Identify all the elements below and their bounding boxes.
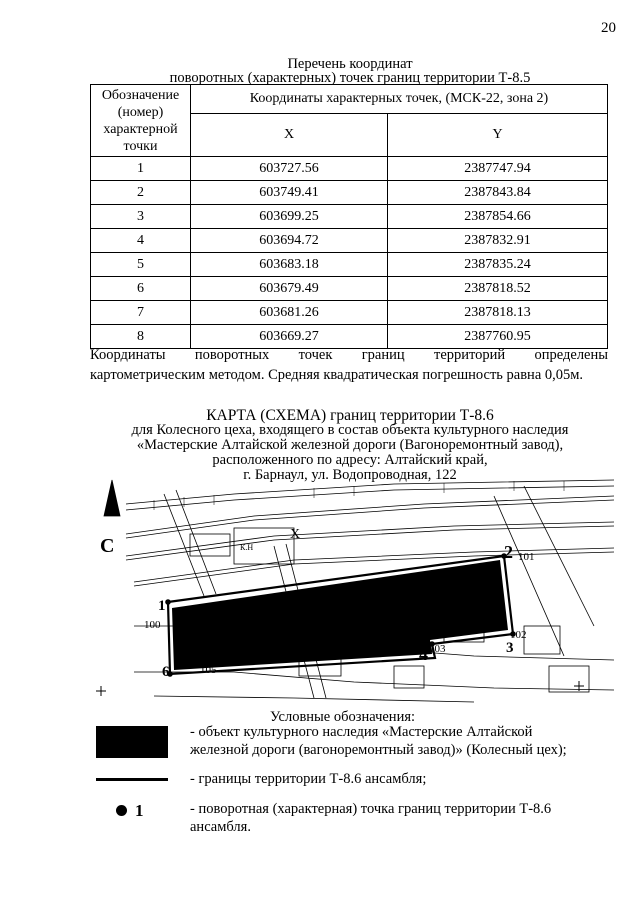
- building-label: X: [290, 527, 301, 542]
- coords-title-line1: Перечень координат: [287, 56, 413, 72]
- sheet-label-104: 104: [406, 627, 423, 639]
- table-row: 2 603749.41 2387843.84: [91, 181, 608, 205]
- sheet-label-102: 102: [510, 629, 527, 641]
- table-row: 3 603699.25 2387854.66: [91, 205, 608, 229]
- coords-title: [90, 57, 610, 85]
- legend-object-text: - объект культурного наследия «Мастерские Алтайской железной дороги (вагоноремонтный завод)» (Колесный цех);: [190, 724, 567, 758]
- map-title-line1: КАРТА (СХЕМА) границ территории Т-8.6: [206, 407, 494, 424]
- point-label-3: 3: [506, 640, 514, 656]
- note-line1: Координаты поворотных точек границ территорий определены: [90, 347, 608, 363]
- page-number: 20: [601, 20, 616, 36]
- sheet-label-100: 100: [144, 619, 161, 631]
- y-header: Y: [388, 114, 608, 157]
- map-title-line5: г. Барнаул, ул. Водопроводная, 122: [243, 467, 457, 483]
- north-label: С: [100, 535, 115, 557]
- wheel-shop-object: [172, 560, 508, 670]
- legend-title: Условные обозначения:: [270, 709, 416, 725]
- table-row: 8 603669.27 2387760.95: [91, 325, 608, 349]
- point-label-2: 2: [504, 542, 513, 562]
- table-row: 7 603681.26 2387818.13: [91, 301, 608, 325]
- legend-point-text: - поворотная (характерная) точка границ территории Т-8.6 ансамбля.: [190, 801, 552, 835]
- legend-point-icon: [116, 805, 127, 816]
- coordinates-group-header: Координаты характерных точек, (МСК-22, зона 2): [191, 85, 608, 114]
- kn-label: К.Н: [240, 543, 254, 552]
- sheet-label-103: 103: [429, 643, 446, 655]
- north-arrow-icon: [104, 480, 120, 516]
- sheet-label-105: 105: [200, 664, 217, 676]
- sheet-label-101: 101: [518, 551, 535, 563]
- legend-boundary-text: - границы территории Т-8.6 ансамбля;: [190, 771, 427, 787]
- x-header: X: [191, 114, 388, 157]
- coordinates-table: [90, 84, 608, 349]
- table-row: 1 603727.56 2387747.94: [91, 157, 608, 181]
- table-row: 6 603679.49 2387818.52: [91, 277, 608, 301]
- table-row: 4 603694.72 2387832.91: [91, 229, 608, 253]
- map-title-line4: расположенного по адресу: Алтайский край,: [212, 452, 488, 468]
- point-label-4: 4: [419, 644, 428, 664]
- point-label-1: 1: [158, 598, 166, 614]
- map-title: [90, 408, 610, 483]
- territory-map: [94, 476, 614, 704]
- legend-boundary-swatch: [96, 778, 168, 781]
- boundary-point-1: [165, 599, 171, 605]
- legend-object-swatch: [96, 726, 168, 758]
- point-number-header: Обозначение (номер) характерной точки: [91, 85, 191, 157]
- map-title-line3: «Мастерские Алтайской железной дороги (Вагоноремонтный завод),: [136, 437, 564, 453]
- table-row: 5 603683.18 2387835.24: [91, 253, 608, 277]
- map-title-line2: для Колесного цеха, входящего в состав объекта культурного наследия: [131, 422, 569, 438]
- accuracy-note: [90, 345, 608, 385]
- coords-title-line2: поворотных (характерных) точек границ территории Т-8.5: [169, 70, 531, 86]
- legend-point-number: 1: [135, 801, 144, 820]
- point-label-6: 6: [162, 664, 170, 680]
- note-line2: картометрическим методом. Средняя квадратическая погрешность равна 0,05м.: [90, 367, 584, 383]
